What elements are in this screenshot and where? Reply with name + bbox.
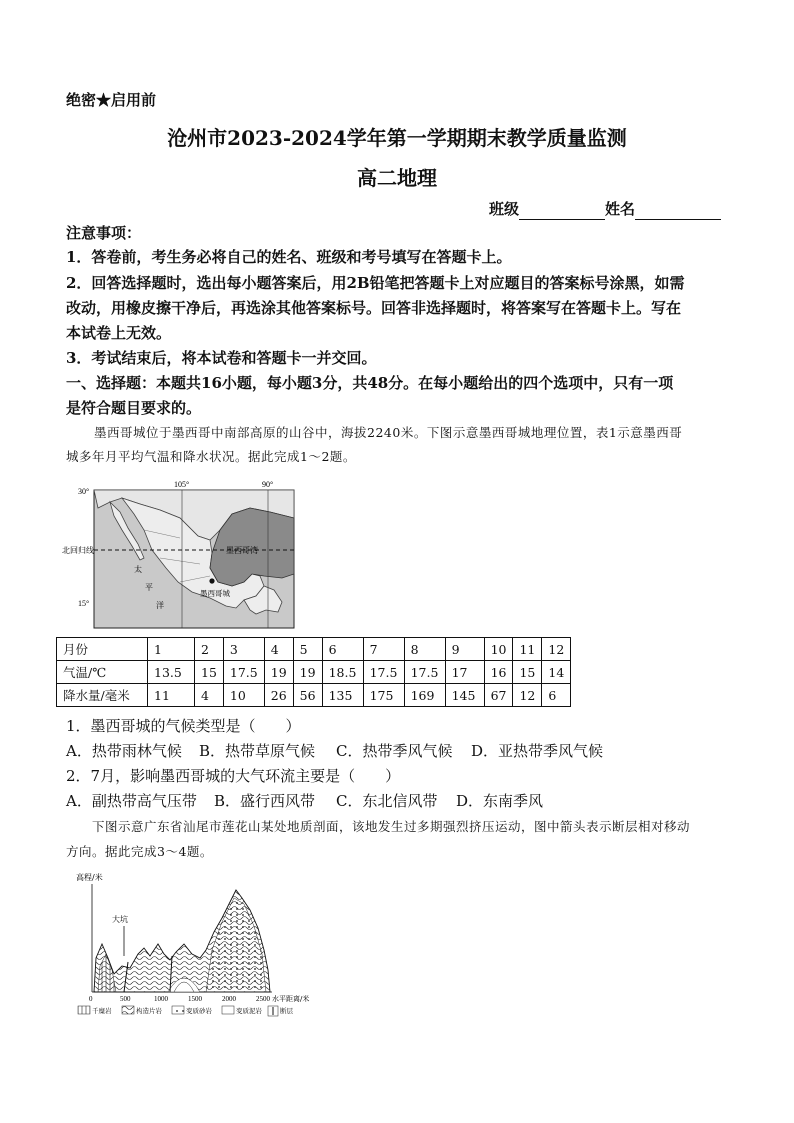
question-1-stem: 1．墨西哥城的气候类型是（ ） [66,717,301,735]
legend-label: 断层 [280,1007,293,1015]
row-label: 降水量/毫米 [57,684,148,707]
table-cell: 6 [322,638,363,661]
table-row [57,661,571,684]
name-blank[interactable] [635,203,721,220]
passage-intro: 墨西哥城位于墨西哥中南部高原的山谷中，海拔2240米。下图示意墨西哥城地理位置，表1示意墨西哥 [94,425,683,440]
question-2-option-a[interactable]: A．副热带高气压带 [66,792,197,810]
geologic-profile [72,870,332,1020]
legend-swatch [222,1006,234,1014]
table-cell: 1 [148,638,195,661]
legend-swatch [122,1006,134,1014]
x-tick-label: 2500 [256,995,270,1003]
metamorphic-sandstone-zone [206,898,266,992]
pit-label: 大坑 [112,915,128,924]
row-label: 月份 [57,638,148,661]
table-cell: 11 [148,684,195,707]
table-cell: 17.5 [363,661,404,684]
table-cell: 11 [513,638,542,661]
table-cell: 15 [513,661,542,684]
table-cell: 2 [195,638,224,661]
question-2-option-c[interactable]: C．东北信风带 [336,792,438,810]
table-cell: 9 [445,638,484,661]
legend-label: 变质砂岩 [186,1007,212,1015]
table-cell: 19 [293,661,322,684]
table-row [57,684,571,707]
table-cell: 12 [513,684,542,707]
table-cell: 10 [484,638,513,661]
table-cell: 17 [445,661,484,684]
table-cell: 8 [404,638,445,661]
climate-table [56,637,571,707]
table-cell: 13.5 [148,661,195,684]
table-cell: 175 [363,684,404,707]
city-label: 墨西哥城 [200,589,230,598]
question-1-option-a[interactable]: A．热带雨林气候 [66,742,182,760]
legend-label: 构造片岩 [136,1007,162,1015]
passage-intro-2-cont: 方向。据此完成3～4题。 [66,844,213,859]
question-1-option-d[interactable]: D．亚热带季风气候 [471,742,604,760]
lat-30-label: 30° [78,487,90,496]
note-item: 3．考试结束后，将本试卷和答题卡一并交回。 [66,349,377,367]
class-blank[interactable] [519,203,605,220]
section-heading: 一、选择题：本题共16小题，每小题3分，共48分。在每小题给出的四个选项中，只有一项 [66,374,674,392]
x-tick-label: 1000 [154,995,168,1003]
note-item: 1．答卷前，考生务必将自己的姓名、班级和考号填写在答题卡上。 [66,248,512,266]
table-cell: 18.5 [322,661,363,684]
pacific-label-3: 洋 [156,601,164,610]
passage-intro-cont: 城多年月平均气温和降水状况。据此完成1～2题。 [66,449,356,464]
x-tick-label: 500 [120,995,131,1003]
climate-table-wrapper [56,637,571,707]
legend-swatch [78,1006,90,1014]
table-cell: 15 [195,661,224,684]
x-axis-label: 水平距离/米 [272,995,310,1003]
table-cell: 16 [484,661,513,684]
class-name-fields [489,198,721,220]
note-item: 本试卷上无效。 [66,324,172,342]
table-cell: 17.5 [223,661,264,684]
tropic-label: 北回归线 [62,546,94,555]
pacific-label-2: 平 [145,583,153,592]
legend-swatch [172,1006,184,1014]
lat-15-label: 15° [78,599,90,608]
passage-intro-2: 下图示意广东省汕尾市莲花山某处地质剖面，该地发生过多期强烈挤压运动，图中箭头表示断层相对移动 [92,819,691,834]
table-row [57,638,571,661]
gulf-label: 墨西哥湾 [226,546,258,555]
lon-105-label: 105° [174,480,190,489]
table-cell: 6 [542,684,571,707]
table-cell: 10 [223,684,264,707]
question-2-option-b[interactable]: B．盛行西风带 [214,792,316,810]
table-cell: 19 [264,661,293,684]
x-tick-label: 0 [89,995,93,1003]
subject-title: 高二地理 [357,166,437,190]
section-heading-cont: 是符合题目要求的。 [66,399,202,417]
note-item: 改动，用橡皮擦干净后，再选涂其他答案标号。回答非选择题时，将答案写在答题卡上。写在 [66,299,682,317]
question-1-option-b[interactable]: B．热带草原气候 [199,742,316,760]
legend-label: 千糜岩 [92,1007,112,1015]
question-2-stem: 2．7月，影响墨西哥城的大气环流主要是（ ） [66,767,401,785]
note-item: 2．回答选择题时，选出每小题答案后，用2B铅笔把答题卡上对应题目的答案标号涂黑，如需 [66,274,685,292]
x-tick-label: 2000 [222,995,236,1003]
mexico-map [60,478,300,633]
lon-90-label: 90° [262,480,274,489]
table-cell: 26 [264,684,293,707]
table-cell: 67 [484,684,513,707]
pacific-label-1: 太 [134,565,142,574]
notes-heading: 注意事项： [66,224,142,242]
row-label: 气温/℃ [57,661,148,684]
table-cell: 169 [404,684,445,707]
table-cell: 135 [322,684,363,707]
secret-label: 绝密★启用前 [66,91,157,109]
legend-label: 变质泥岩 [236,1007,262,1015]
table-cell: 4 [264,638,293,661]
geologic-profile-graphic [72,870,332,1020]
table-cell: 17.5 [404,661,445,684]
x-tick-label: 1500 [188,995,202,1003]
question-1-option-c[interactable]: C．热带季风气候 [336,742,453,760]
mexico-city-dot [209,578,214,583]
table-cell: 12 [542,638,571,661]
table-cell: 3 [223,638,264,661]
y-axis-label: 高程/米 [76,873,103,882]
question-2-option-d[interactable]: D．东南季风 [456,792,544,810]
table-cell: 145 [445,684,484,707]
mexico-map-graphic [60,478,300,633]
table-cell: 56 [293,684,322,707]
table-cell: 5 [293,638,322,661]
exam-title: 沧州市2023-2024学年第一学期期末教学质量监测 [167,126,627,150]
name-label: 姓名 [605,200,636,218]
table-cell: 7 [363,638,404,661]
table-cell: 14 [542,661,571,684]
table-cell: 4 [195,684,224,707]
class-label: 班级 [489,200,520,218]
